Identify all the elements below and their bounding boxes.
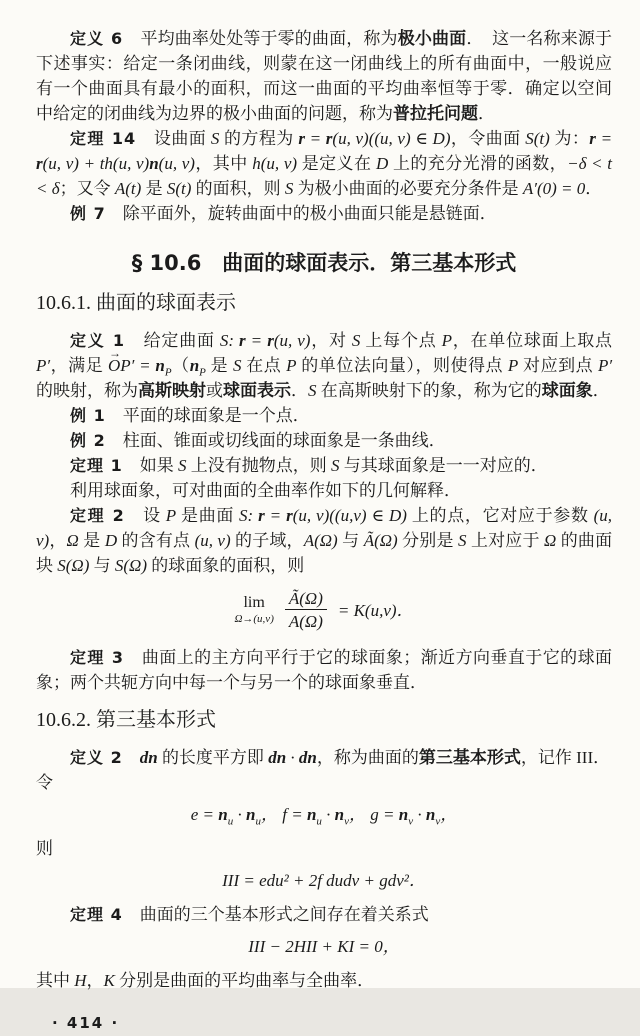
text-run: 设曲面	[136, 129, 211, 148]
term-label: 定理 4	[70, 904, 123, 924]
term-label: 定义 1	[70, 331, 126, 350]
text-run: 上的点，它对应于参数	[406, 506, 594, 525]
text-run: 是定义在	[297, 154, 377, 173]
text-run: S	[232, 356, 242, 375]
text-run: e =	[190, 804, 219, 824]
text-run: S	[458, 531, 467, 550]
text-run: D	[104, 531, 118, 550]
text-run: ，称为曲面的	[316, 747, 419, 767]
text-run: n	[155, 356, 165, 375]
text-run: ．	[291, 381, 308, 400]
term-label: 例 2	[70, 431, 106, 450]
text-run: (u, v)	[194, 531, 231, 550]
text-run: n	[425, 804, 436, 824]
text-run: 的方程为	[219, 129, 299, 148]
text-run: P	[441, 331, 452, 350]
theorem-3	[36, 645, 612, 695]
text-run: § 10.6 曲面的球面表示．第三基本形式	[131, 251, 517, 275]
limit-operator	[234, 595, 273, 625]
text-run: P	[507, 356, 519, 375]
text-run: 10.6.1. 曲面的球面表示	[36, 292, 236, 314]
section-10-6-heading	[36, 250, 612, 276]
text-run: 与	[337, 531, 364, 550]
text-run: S	[284, 179, 294, 198]
definition-1	[36, 328, 612, 403]
text-run: S(Ω)	[114, 556, 147, 575]
text-run: r	[286, 506, 293, 525]
text-run: 的子域，	[230, 531, 304, 550]
text-run: 对应到点	[518, 356, 598, 375]
term-label: 定义 2	[70, 747, 123, 767]
text-run: ，	[440, 804, 458, 824]
theorem-14	[36, 126, 612, 201]
fraction-numerator: Ã(Ω)	[288, 589, 323, 608]
text-run: 在点	[241, 356, 287, 375]
text-run: 分别是曲面的平均曲率与全曲率．	[114, 970, 375, 990]
text-run: =	[595, 129, 613, 148]
text-run: 的面积，则	[191, 179, 285, 198]
text-run: 曲面上的主方向平行于它的球面象；渐近方向垂直于它的球面象；两个共轭方向中每一个与另一个的球面象垂直．	[36, 647, 612, 692]
text-run: ，	[86, 970, 104, 990]
remark-gauss-interpretation	[36, 478, 612, 503]
fraction	[285, 588, 327, 633]
text-run	[123, 748, 140, 767]
text-run: =	[134, 356, 156, 375]
text-run: ·	[233, 804, 247, 824]
text-run: S(t)	[166, 179, 192, 198]
text-run: 给定曲面	[125, 331, 220, 350]
text-run: =	[245, 331, 268, 350]
text-run: P′	[597, 356, 613, 375]
limit-formula	[36, 588, 612, 633]
text-run: (u, v)	[273, 331, 311, 350]
text-run: u	[227, 814, 234, 827]
fraction-denominator: A(Ω)	[285, 609, 327, 632]
theorem-1	[36, 453, 612, 478]
text-run: (u, v)((u, v) ∈ D)	[332, 129, 451, 148]
text-run: （	[171, 356, 190, 375]
text-run: 球面象	[541, 381, 593, 400]
text-run: v	[435, 814, 441, 827]
text-run: K	[103, 970, 115, 990]
definition-6	[36, 26, 612, 126]
text-run: 上每个点	[360, 331, 442, 350]
page-number: · 414 ·	[52, 1013, 120, 1032]
text-run: n	[149, 154, 159, 173]
connector-ze	[36, 836, 612, 861]
subsection-10-6-1-heading	[36, 290, 612, 316]
text-run: 平面的球面象是一个点．	[105, 406, 310, 425]
text-run: 10.6.2. 第三基本形式	[36, 708, 216, 731]
text-run: D	[376, 154, 389, 173]
text-run: 为极小曲面的必要充分条件是	[293, 179, 523, 198]
text-run: A(t)	[114, 179, 142, 198]
text-run: 曲面的三个基本形式之间存在着关系式	[122, 904, 429, 924]
text-run: v	[408, 814, 414, 827]
text-run: dn	[268, 747, 287, 767]
text-run: ， g =	[349, 804, 399, 824]
text-run: 是曲面	[176, 506, 240, 525]
text-run: P	[286, 356, 297, 375]
text-run: 与	[89, 556, 115, 575]
term-label: 例 7	[70, 204, 106, 223]
text-run: ，记作 III．	[520, 747, 611, 767]
text-run: ， f =	[260, 804, 307, 824]
text-run: n	[189, 356, 200, 375]
text-run: 如果	[122, 456, 178, 475]
text-run: S	[308, 381, 317, 400]
text-run: r	[258, 506, 265, 525]
text-run: dn	[139, 747, 158, 767]
connector-ling	[36, 770, 612, 795]
subsection-10-6-2-heading	[36, 707, 612, 733]
text-run: (u, v)((u,v) ∈ D)	[292, 506, 407, 525]
text-run: 的长度平方即	[157, 747, 269, 767]
document-content	[36, 26, 612, 993]
text-run: u	[316, 814, 322, 827]
text-run: S:	[239, 506, 259, 525]
text-run: S	[177, 456, 187, 475]
example-2	[36, 428, 612, 453]
text-run: h(u, v)	[252, 154, 298, 173]
text-run: (u, v) + th(u, v)	[42, 154, 150, 173]
example-7	[36, 201, 612, 226]
text-run: S	[330, 456, 340, 475]
text-run: A(Ω)	[303, 531, 338, 550]
text-run: ，在单位球面上取点	[451, 331, 613, 350]
text-run: 第三基本形式	[418, 747, 521, 767]
text-run: 利用球面象，可对曲面的全曲率作如下的几何解释．	[70, 481, 461, 500]
text-run: ．	[592, 381, 610, 400]
text-run: 除平面外，旋转曲面中的极小曲面只能是悬链面．	[105, 204, 497, 223]
text-run: (u, v)	[36, 506, 612, 550]
text-run: r	[267, 331, 274, 350]
text-run: Ω	[544, 531, 557, 550]
term-label: 定理 2	[70, 506, 125, 525]
text-run: 令	[36, 772, 53, 792]
term-label: 定义 6	[70, 29, 124, 48]
text-run: 分别是	[397, 531, 459, 550]
text-run: S	[351, 331, 361, 350]
text-run: ，对	[310, 331, 352, 350]
formula-relation	[36, 934, 612, 959]
text-run: 与其球面象是一一对应的．	[339, 456, 548, 475]
text-run: ·	[413, 804, 426, 824]
text-run: n	[306, 804, 317, 824]
text-run: r	[36, 154, 43, 173]
text-run: =	[304, 129, 326, 148]
text-run: =	[264, 506, 287, 525]
text-run: 的含有点	[117, 531, 195, 550]
text-run: 的球面象的面积，则	[147, 556, 305, 575]
text-run: u	[255, 814, 261, 827]
text-run: 球面表示	[223, 381, 291, 400]
text-run: (u, v)	[158, 154, 195, 173]
text-run: 平均曲率处处等于零的曲面，称为	[123, 29, 398, 48]
text-run: 其中	[36, 970, 75, 990]
equation-rhs: = K(u,v)．	[337, 600, 414, 620]
text-run: III − 2HII + KI = 0，	[248, 936, 400, 956]
term-label: 定理 1	[70, 456, 123, 475]
text-run: 高斯映射	[138, 381, 206, 400]
text-run: r	[325, 129, 333, 148]
text-run: S(Ω)	[57, 556, 90, 575]
remark-hk	[36, 968, 612, 993]
example-1	[36, 403, 612, 428]
text-run: −δ < t < δ	[36, 154, 612, 198]
term-label: 定理 14	[70, 129, 137, 148]
text-run: P	[165, 506, 177, 525]
term-label: 例 1	[70, 406, 106, 425]
text-run: ，其中	[194, 154, 253, 173]
text-run: S:	[219, 331, 240, 350]
text-run: 上的充分光滑的函数，	[388, 154, 568, 173]
text-run: 为：	[549, 129, 590, 148]
text-run: ． 这一名称来源于下述事实：给定一条闭曲线，则蒙在这一闭曲线上的所有曲面中，一般说应有一个曲面具有最小的面积，而这一曲面的平均曲率恒等于零．确定以空间中给定的闭曲线为边界的极小曲面的问题，称为	[36, 29, 613, 123]
text-run: 则	[36, 838, 53, 858]
text-run: v	[344, 814, 350, 827]
text-run: Ω	[66, 531, 79, 550]
text-run: 设	[124, 506, 166, 525]
text-run: n	[246, 804, 256, 824]
text-run: ．	[585, 179, 603, 198]
text-run: r	[239, 331, 246, 350]
text-run: r	[589, 129, 596, 148]
text-run: 是	[205, 356, 233, 375]
text-run: ；又令	[59, 179, 115, 198]
theorem-4	[36, 902, 612, 927]
text-run: P′	[36, 356, 51, 375]
formula-third-form	[36, 868, 612, 893]
text-run: dn	[298, 747, 317, 767]
text-run: 柱面、锥面或切线面的球面象是一条曲线．	[105, 431, 446, 450]
text-run: S(t)	[525, 129, 550, 148]
text-run: 的曲面块	[36, 531, 613, 575]
text-run: A′(0) = 0	[522, 179, 586, 198]
definition-2	[36, 745, 612, 770]
lim-text: lim	[243, 594, 265, 612]
text-run: P	[164, 366, 172, 379]
lim-subscript: Ω→(u,v)	[234, 613, 274, 626]
text-run: ，	[49, 531, 67, 550]
text-run: n	[398, 804, 409, 824]
text-run: 是	[78, 531, 105, 550]
text-run: ·	[321, 804, 335, 824]
text-run: n	[218, 804, 228, 824]
text-run: r	[298, 129, 305, 148]
text-run: S	[210, 129, 220, 148]
theorem-2	[36, 503, 612, 578]
text-run: 上没有抛物点，则	[186, 456, 331, 475]
text-run: 的单位法向量），则使得点	[296, 356, 508, 375]
text-run: 的映射，称为	[36, 381, 138, 400]
text-run: Ã(Ω)	[363, 531, 398, 550]
text-run: ，满足	[50, 356, 108, 375]
text-run: III = edu² + 2f dudv + gdv²．	[222, 870, 426, 890]
text-run: 在高斯映射下的象，称为它的	[316, 381, 542, 400]
text-run: 或	[206, 381, 223, 400]
formula-efg	[36, 802, 612, 827]
text-run: 极小曲面	[397, 29, 467, 48]
text-run: ．	[478, 104, 495, 123]
text-run: 上对应于	[466, 531, 545, 550]
text-run: H	[74, 970, 87, 990]
text-run: ，令曲面	[450, 129, 526, 148]
text-run: 普拉托问题	[393, 104, 478, 123]
term-label: 定理 3	[70, 647, 124, 667]
text-run: P	[199, 366, 206, 379]
text-run: n	[334, 804, 345, 824]
text-run: 是	[141, 179, 167, 198]
text-run: ·	[286, 747, 299, 767]
vector-OP-with-arrow: OP′ →	[108, 353, 134, 378]
